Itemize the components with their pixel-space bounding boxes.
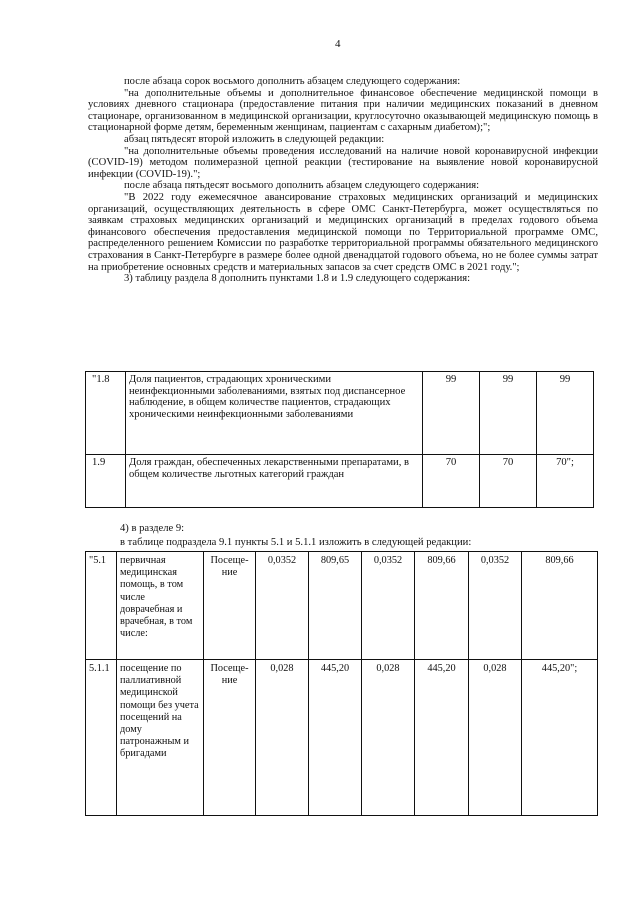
value-cell: 99 — [480, 372, 537, 455]
care-type: посещение по паллиативной медицинской помощи без учета посещений на дому патронажным и бригадами — [117, 660, 204, 816]
value-cell: 0,0352 — [256, 552, 309, 660]
section-heading: 4) в разделе 9: — [120, 523, 185, 534]
paragraph: "на дополнительные объемы и дополнительное финансовое обеспечение медицинской помощи в условиях дневного стационара (предоставление питания при наличии медицинских показаний в дневном стационаре, организованном в медицинской организации, круглосуточно оказывающей медицинскую помощь в стационарной форме детям, беременным женщинам, пациентам с сахарным диабетом);"; — [88, 87, 598, 134]
value-cell: 809,66 — [522, 552, 598, 660]
table-row — [86, 660, 598, 816]
indicators-table — [85, 371, 594, 508]
value-cell: 0,028 — [256, 660, 309, 816]
paragraph: 3) таблицу раздела 8 дополнить пунктами 1.8 и 1.9 следующего содержания: — [124, 273, 471, 285]
paragraph: после абзаца сорок восьмого дополнить абзацем следующего содержания: — [124, 76, 461, 87]
value-cell: 445,20 — [309, 660, 362, 816]
table-row — [86, 455, 594, 508]
unit-cell: Посеще-ние — [204, 660, 256, 816]
value-cell: 0,028 — [469, 660, 522, 816]
value-cell: 445,20 — [415, 660, 469, 816]
value-cell: 809,65 — [309, 552, 362, 660]
value-cell: 0,0352 — [469, 552, 522, 660]
value-cell: 70 — [423, 455, 480, 508]
indicator-name: Доля граждан, обеспеченных лекарственными препаратами, в общем количестве льготных категорий граждан — [126, 455, 423, 508]
value-cell: 0,0352 — [362, 552, 415, 660]
table-row — [86, 552, 598, 660]
value-cell: 70 — [480, 455, 537, 508]
value-cell: 445,20"; — [522, 660, 598, 816]
table-row — [86, 372, 594, 455]
row-number: 1.9 — [86, 455, 126, 508]
page-number: 4 — [335, 38, 341, 50]
section-intro: в таблице подраздела 9.1 пункты 5.1 и 5.1.1 изложить в следующей редакции: — [120, 537, 472, 548]
amendment-text — [88, 76, 598, 285]
care-type: первичная медицинская помощь, в том числе доврачебная и врачебная, в том числе: — [117, 552, 204, 660]
volumes-table — [85, 551, 598, 816]
indicator-name: Доля пациентов, страдающих хроническими неинфекционными заболеваниями, взятых под диспансерное наблюдение, в общем количестве пациентов, страдающих хроническими неинфекционными заболеваниями — [126, 372, 423, 455]
value-cell: 70"; — [537, 455, 594, 508]
paragraph: "на дополнительные объемы проведения исследований на наличие новой коронавирусной инфекции (COVID-19) методом полимеразной цепной реакции (тестирование на выявление новой коронавирусной инфекции (COVID-19)."; — [88, 145, 598, 180]
row-number: "5.1 — [86, 552, 117, 660]
unit-cell: Посеще-ние — [204, 552, 256, 660]
value-cell: 99 — [537, 372, 594, 455]
paragraph: "В 2022 году ежемесячное авансирование страховых медицинских организаций и медицинских организаций, осуществляющих деятельность в сфере ОМС Санкт-Петербурга, может осуществляться по заявкам страховых медицинских организаций и медицинских организаций в пределах годового объема финансового обеспечения предоставления медицинской помощи по Территориальной программе ОМС, распределенного решением Комиссии по разработке территориальной программы обязательного медицинского страхования в Санкт-Петербурге в размере более одной двенадцатой годового объема, но не более суммы затрат на приобретение основных средств и материальных запасов за счет средств ОМС в 2021 году."; — [88, 191, 598, 273]
value-cell: 809,66 — [415, 552, 469, 660]
row-number: 5.1.1 — [86, 660, 117, 816]
value-cell: 0,028 — [362, 660, 415, 816]
value-cell: 99 — [423, 372, 480, 455]
paragraph: абзац пятьдесят второй изложить в следующей редакции: — [124, 133, 385, 145]
row-number: "1.8 — [86, 372, 126, 455]
paragraph: после абзаца пятьдесят восьмого дополнить абзацем следующего содержания: — [124, 180, 480, 192]
